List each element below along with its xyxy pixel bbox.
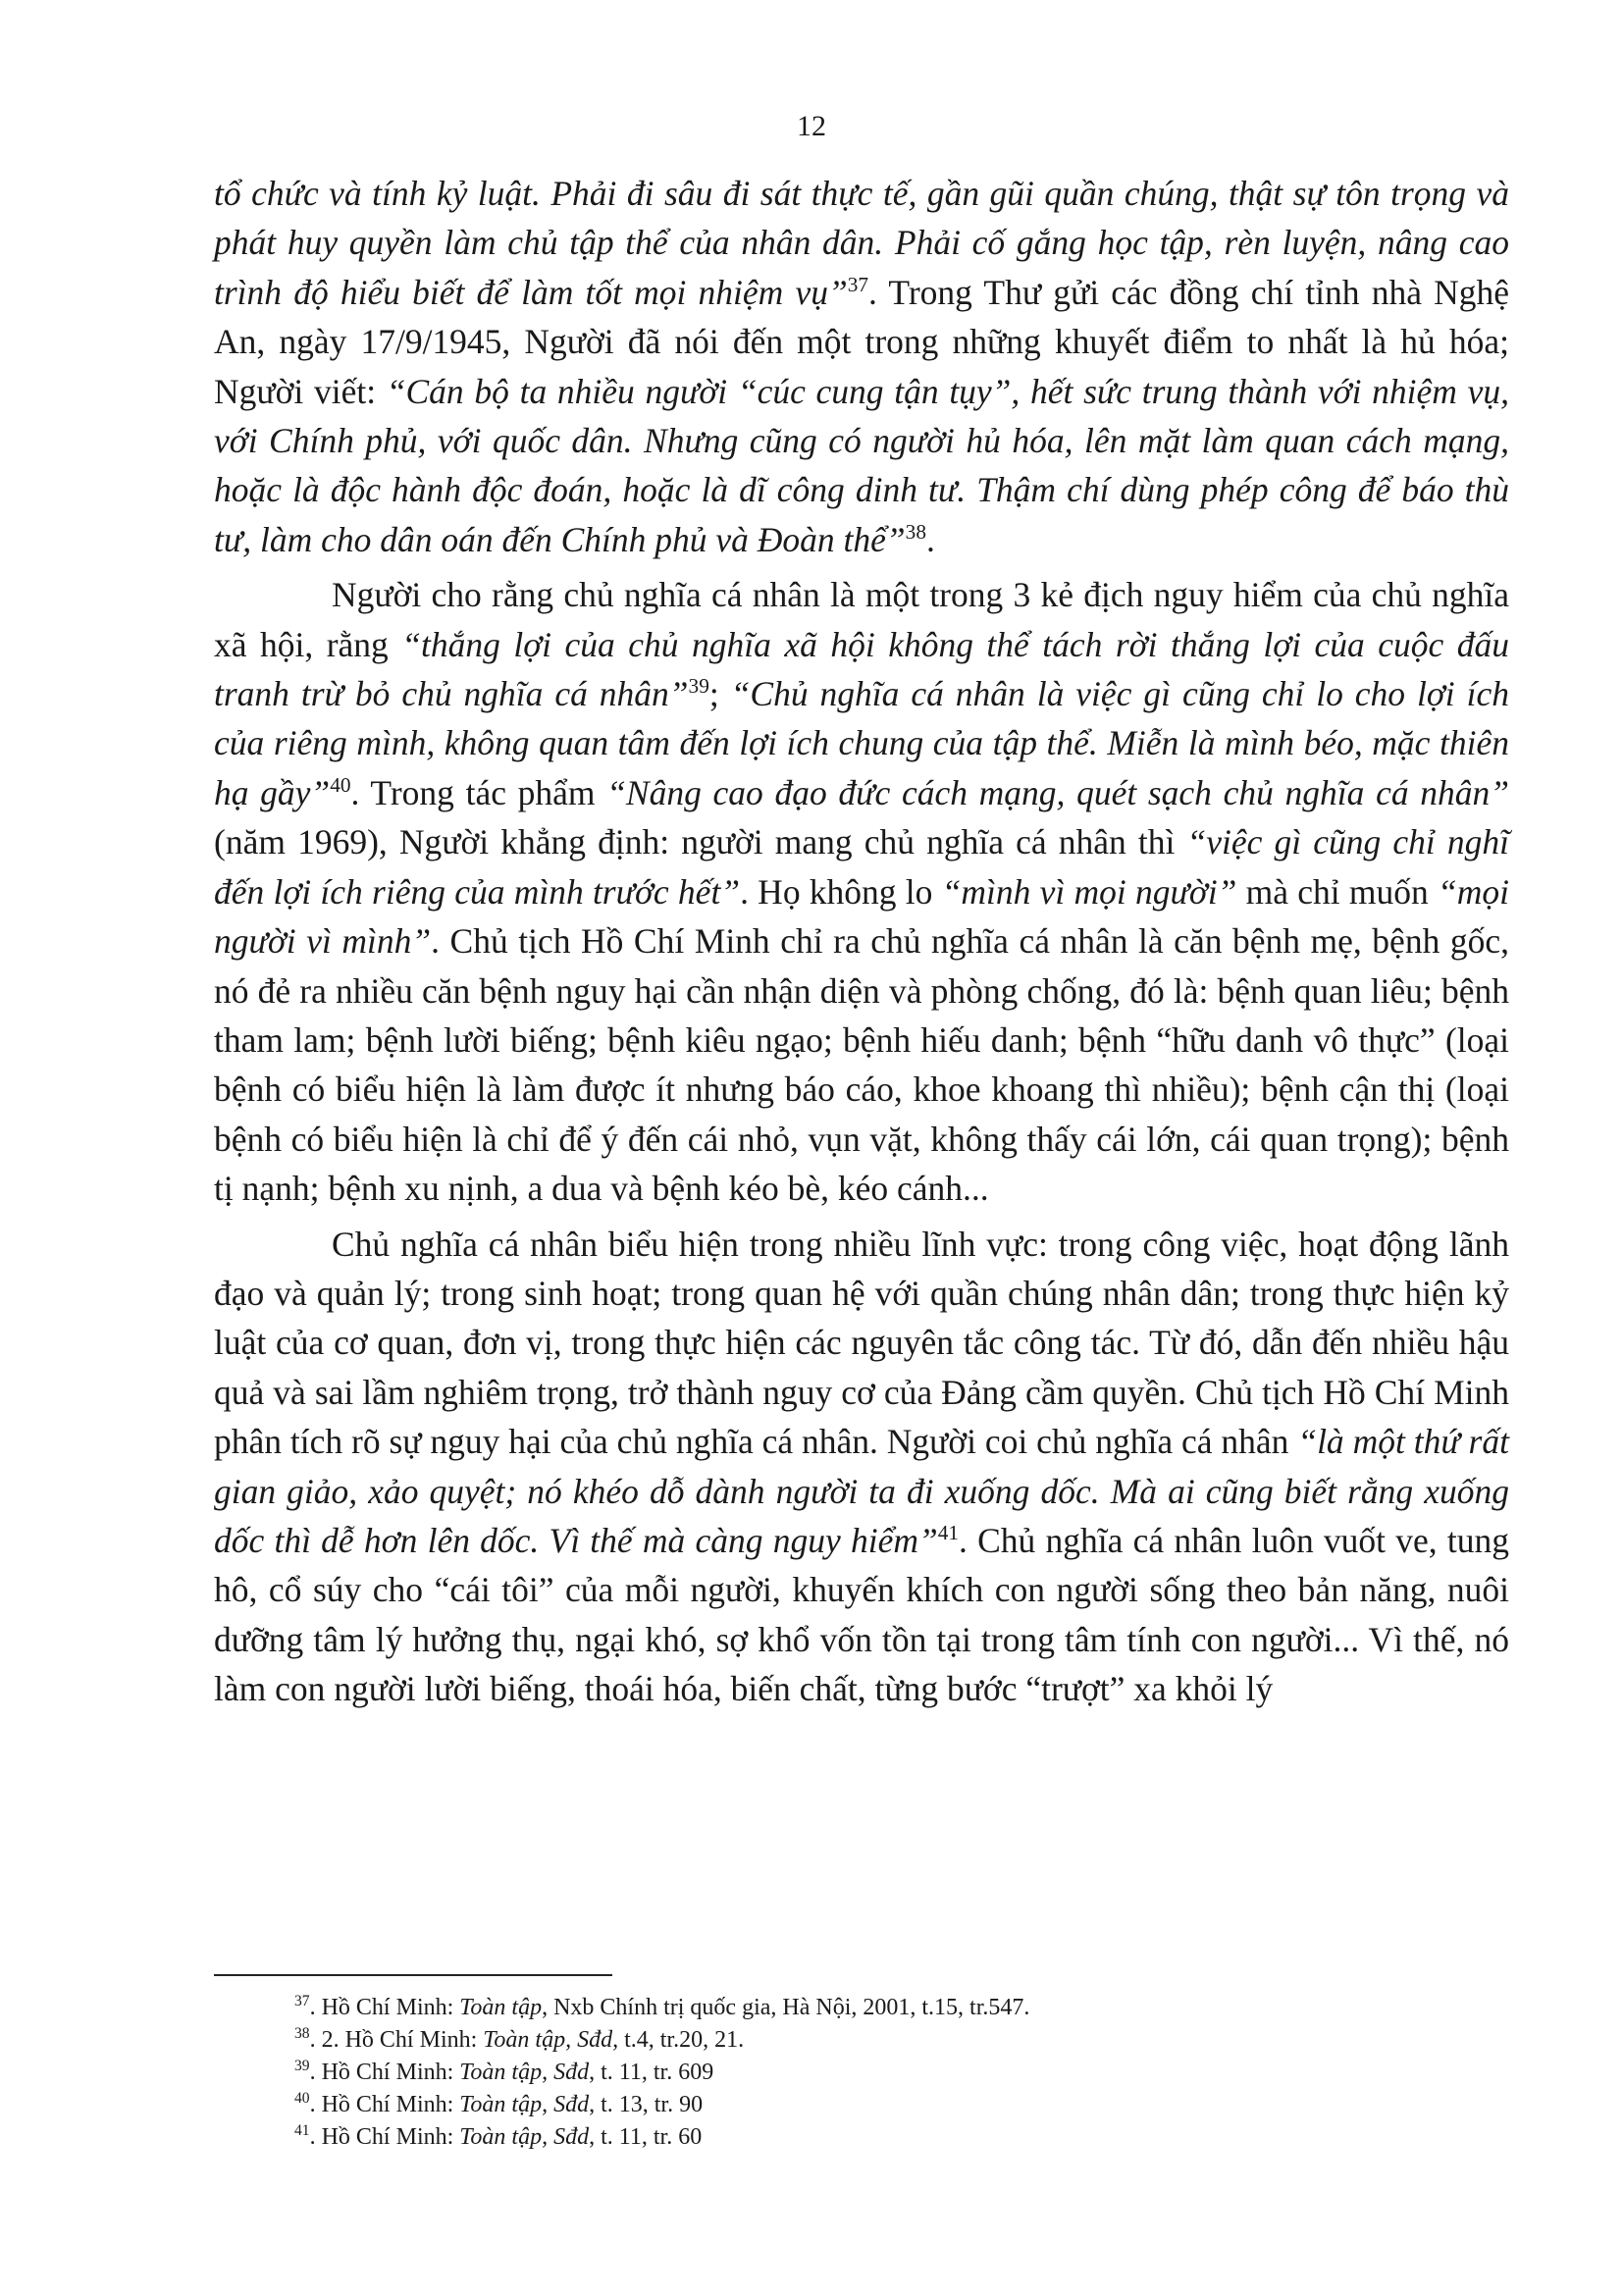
quoted-text: Toàn tập, Sđd,: [483, 2027, 619, 2053]
paragraph: [214, 1220, 1509, 1714]
text-run: t.4, tr.20, 21.: [618, 2027, 745, 2053]
text-run: . Hồ Chí Minh:: [309, 2060, 460, 2085]
text-run: . Chủ nghĩa cá nhân luôn vuốt ve, tung hô, cổ súy cho “cái tôi” của mỗi người, khuyến khích con người sống theo bản năng, nuôi dưỡng tâm lý hưởng thụ, ngại khó, sợ khổ vốn tồn tại trong tâm tính con người... Vì thế, nó làm con người lười biếng, thoái hóa, biến chất, từng bước “trượt” xa khỏi lý: [214, 1520, 1509, 1709]
text-run: .: [925, 519, 935, 559]
paragraph: [214, 169, 1509, 564]
footnote-number: 38: [294, 2025, 310, 2042]
page-number: 12: [797, 110, 826, 142]
text-run: mà chỉ muốn: [1236, 871, 1439, 912]
footnote-ref: 39: [688, 674, 709, 699]
quoted-text: Toàn tập: [459, 1995, 543, 2020]
text-run: (năm 1969), Người khẳng định: người mang chủ nghĩa cá nhân thì: [214, 822, 1187, 862]
quoted-text: “mọi người vì mình”: [214, 871, 1510, 962]
footnote: [294, 2057, 1472, 2089]
text-run: . Hồ Chí Minh:: [309, 1995, 460, 2020]
footnote-ref: 41: [937, 1521, 960, 1545]
text-run: . Họ không lo: [740, 871, 942, 912]
quoted-text: “thắng lợi của chủ nghĩa xã hội không thể tách rời thắng lợi của cuộc đấu tranh trừ bỏ chủ nghĩa cá nhân”: [214, 624, 1509, 714]
footnote-number: 39: [294, 2058, 310, 2074]
footnote-number: 40: [294, 2090, 310, 2107]
quoted-text: “Cán bộ ta nhiều người “cúc cung tận tụy”, hết sức trung thành với nhiệm vụ, với Chính phủ, với quốc dân. Nhưng cũng có người hủ hóa, lên mặt làm quan cách mạng, hoặc là độc hành độc đoán, hoặc là dĩ công dinh tư. Thậm chí dùng phép công để báo thù tư, làm cho dân oán đến Chính phủ và Đoàn thể”: [214, 371, 1509, 559]
footnote: [294, 2121, 1472, 2154]
footnote-ref: 37: [847, 272, 869, 296]
text-run: , t. 11, tr. 60: [589, 2124, 703, 2150]
footnote: [294, 2089, 1472, 2121]
text-run: . Trong Thư gửi các đồng chí tỉnh nhà Nghệ An, ngày 17/9/1945, Người đã nói đến một trong những khuyết điểm to nhất là hủ hóa; Người viết:: [214, 272, 1509, 411]
text-run: Chủ nghĩa cá nhân biểu hiện trong nhiều lĩnh vực: trong công việc, hoạt động lãnh đạo và quản lý; trong sinh hoạt; trong quan hệ với quần chúng nhân dân; trong thực hiện kỷ luật của cơ quan, đơn vị, trong thực hiện các nguyên tắc công tác. Từ đó, dẫn đến nhiều hậu quả và sai lầm nghiêm trọng, trở thành nguy cơ của Đảng cầm quyền. Chủ tịch Hồ Chí Minh phân tích rõ sự nguy hại của chủ nghĩa cá nhân. Người coi chủ nghĩa cá nhân: [214, 1224, 1509, 1462]
footnote-number: 37: [294, 1993, 310, 2009]
footnotes: [294, 1992, 1472, 2154]
text-run: , Nxb Chính trị quốc gia, Hà Nội, 2001, t.15, tr.547.: [542, 1995, 1030, 2020]
body-text: [214, 169, 1509, 1714]
quoted-text: “việc gì cũng chỉ nghĩ đến lợi ích riêng của mình trước hết”: [214, 822, 1509, 912]
text-run: . Trong tác phẩm: [350, 772, 607, 812]
footnote-number: 41: [294, 2122, 310, 2139]
quoted-text: Toàn tập, Sđd: [459, 2060, 590, 2085]
quoted-text: “là một thứ rất gian giảo, xảo quyệt; nó khéo dỗ dành người ta đi xuống dốc. Mà ai cũng biết rằng xuống dốc thì dễ hơn lên dốc. Vì thế mà càng nguy hiểm”: [214, 1422, 1509, 1560]
quoted-text: Toàn tập, Sđd: [459, 2092, 590, 2117]
paragraph: [214, 570, 1509, 1213]
footnote-ref: 38: [905, 520, 926, 545]
footnote-ref: 40: [330, 773, 351, 798]
text-run: . Hồ Chí Minh:: [309, 2092, 460, 2117]
quoted-text: “Chủ nghĩa cá nhân là việc gì cũng chỉ lo cho lợi ích của riêng mình, không quan tâm đến lợi ích chung của tập thể. Miễn là mình béo, mặc thiên hạ gầy”: [214, 674, 1509, 812]
text-run: . 2. Hồ Chí Minh:: [309, 2027, 484, 2053]
footnote: [294, 2024, 1472, 2057]
text-run: ;: [708, 674, 731, 714]
quoted-text: tổ chức và tính kỷ luật. Phải đi sâu đi sát thực tế, gần gũi quần chúng, thật sự tôn trọng và phát huy quyền làm chủ tập thể của nhân dân. Phải cố gắng học tập, rèn luyện, nâng cao trình độ hiểu biết để làm tốt mọi nhiệm vụ”: [214, 174, 1509, 312]
footnote-divider: [214, 1974, 612, 1976]
quoted-text: Toàn tập, Sđd: [459, 2124, 590, 2150]
text-run: , t. 13, tr. 90: [589, 2092, 704, 2117]
text-run: . Chủ tịch Hồ Chí Minh chỉ ra chủ nghĩa cá nhân là căn bệnh mẹ, bệnh gốc, nó đẻ ra nhiều căn bệnh nguy hại cần nhận diện và phòng chống, đó là: bệnh quan liêu; bệnh tham lam; bệnh lười biếng; bệnh kiêu ngạo; bệnh hiếu danh; bệnh “hữu danh vô thực” (loại bệnh có biểu hiện là làm được ít nhưng báo cáo, khoe khoang thì nhiều); bệnh cận thị (loại bệnh có biểu hiện là chỉ để ý đến cái nhỏ, vụn vặt, không thấy cái lớn, cái quan trọng); bệnh tị nạnh; bệnh xu nịnh, a dua và bệnh kéo bè, kéo cánh...: [214, 921, 1509, 1209]
text-run: , t. 11, tr. 609: [589, 2060, 714, 2085]
footnote: [294, 1992, 1472, 2024]
quoted-text: “mình vì mọi người”: [941, 871, 1237, 912]
text-run: Người cho rằng chủ nghĩa cá nhân là một trong 3 kẻ địch nguy hiểm của chủ nghĩa xã hội, rằng: [214, 575, 1509, 664]
quoted-text: “Nâng cao đạo đức cách mạng, quét sạch chủ nghĩa cá nhân”: [606, 772, 1510, 812]
text-run: . Hồ Chí Minh:: [309, 2124, 460, 2150]
